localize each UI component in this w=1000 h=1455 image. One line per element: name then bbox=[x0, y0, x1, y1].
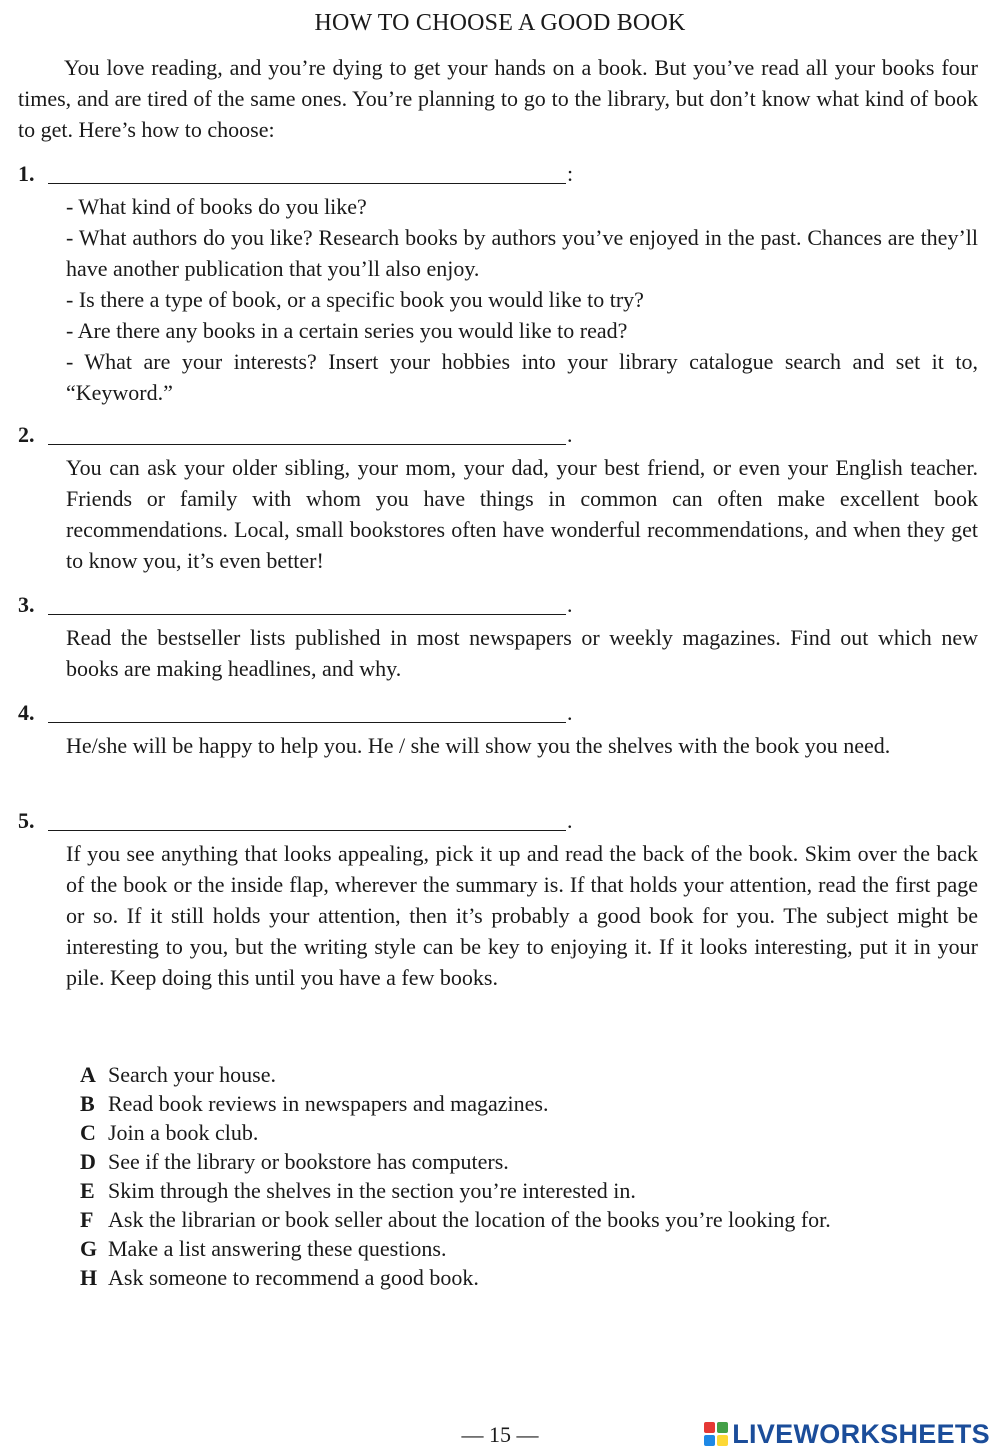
option-text: Skim through the shelves in the section you’re interested in. bbox=[108, 1178, 636, 1203]
answer-blank-1[interactable] bbox=[48, 183, 566, 184]
option-text: Make a list answering these questions. bbox=[108, 1236, 447, 1261]
logo-text: LIVEWORKSHEETS bbox=[732, 1418, 990, 1449]
option-f bbox=[80, 1205, 980, 1234]
question-number: 2. bbox=[18, 422, 35, 447]
body-line: - What authors do you like? Research books by authors you’ve enjoyed in the past. Chances are they’ll have another publication that you’ll also enjoy. bbox=[66, 225, 978, 281]
option-letter: C bbox=[80, 1120, 96, 1145]
body-line: Read the bestseller lists published in most newspapers or weekly magazines. Find out which new books are making headlines, and why. bbox=[66, 625, 978, 681]
question-body-5 bbox=[66, 838, 978, 993]
option-letter: E bbox=[80, 1178, 95, 1203]
option-text: Ask someone to recommend a good book. bbox=[108, 1265, 479, 1290]
logo-square-yellow bbox=[717, 1435, 728, 1446]
question-number: 3. bbox=[18, 592, 35, 617]
option-letter: H bbox=[80, 1265, 98, 1290]
answer-blank-3[interactable] bbox=[48, 614, 566, 615]
page-number: — 15 — bbox=[461, 1422, 539, 1447]
body-line: - Are there any books in a certain series you would like to read? bbox=[66, 318, 628, 343]
option-text: Ask the librarian or book seller about the location of the books you’re looking for. bbox=[108, 1207, 831, 1232]
question-number: 5. bbox=[18, 808, 35, 833]
option-b bbox=[80, 1089, 980, 1118]
question-body-3 bbox=[66, 622, 978, 684]
blank-punctuation: . bbox=[567, 592, 573, 617]
question-item-5 bbox=[18, 808, 978, 993]
logo-square-red bbox=[704, 1422, 715, 1433]
logo-square-green bbox=[717, 1422, 728, 1433]
option-e bbox=[80, 1176, 980, 1205]
option-text: Search your house. bbox=[108, 1062, 277, 1087]
question-item-4 bbox=[18, 700, 978, 761]
option-text: Join a book club. bbox=[108, 1120, 259, 1145]
body-line: - Is there a type of book, or a specific book you would like to try? bbox=[66, 287, 644, 312]
body-line: He/she will be happy to help you. He / she will show you the shelves with the book you need. bbox=[66, 733, 891, 758]
option-g bbox=[80, 1234, 980, 1263]
option-letter: A bbox=[80, 1062, 96, 1087]
blank-punctuation: . bbox=[567, 422, 573, 447]
question-number: 1. bbox=[18, 161, 35, 186]
question-item-3 bbox=[18, 592, 978, 684]
option-letter: B bbox=[80, 1091, 95, 1116]
option-a bbox=[80, 1060, 980, 1089]
body-line: - What kind of books do you like? bbox=[66, 194, 367, 219]
option-letter: G bbox=[80, 1236, 98, 1261]
answer-blank-4[interactable] bbox=[48, 722, 566, 723]
option-text: Read book reviews in newspapers and magazines. bbox=[108, 1091, 549, 1116]
blank-punctuation: . bbox=[567, 808, 573, 833]
question-body-2 bbox=[66, 452, 978, 576]
logo-mark-icon bbox=[704, 1422, 728, 1446]
logo-square-blue bbox=[704, 1435, 715, 1446]
answer-blank-2[interactable] bbox=[48, 444, 566, 445]
intro-paragraph: You love reading, and you’re dying to get your hands on a book. But you’ve read all your books four times, and are tired of the same ones. You’re planning to go to the library, but don’t know what kind of book to get. Here’s how to choose: bbox=[18, 55, 978, 142]
blank-punctuation: . bbox=[567, 700, 573, 725]
option-h bbox=[80, 1263, 980, 1292]
page-title: HOW TO CHOOSE A GOOD BOOK bbox=[314, 10, 686, 36]
answer-blank-5[interactable] bbox=[48, 830, 566, 831]
liveworksheets-logo[interactable] bbox=[704, 1418, 990, 1450]
question-body-4 bbox=[66, 730, 978, 761]
option-c bbox=[80, 1118, 980, 1147]
option-d bbox=[80, 1147, 980, 1176]
option-letter: D bbox=[80, 1149, 96, 1174]
option-text: See if the library or bookstore has computers. bbox=[108, 1149, 509, 1174]
body-line: You can ask your older sibling, your mom, your dad, your best friend, or even your English teacher. Friends or family with whom you have things in common can often make excellent book recommendations. Local, small bookstores often have wonderful recommendations, and when they get to know you, it’s even better! bbox=[66, 455, 978, 573]
blank-punctuation: : bbox=[567, 161, 574, 186]
question-body-1 bbox=[66, 191, 978, 408]
question-item-1 bbox=[18, 161, 978, 408]
body-line: - What are your interests? Insert your hobbies into your library catalogue search and set it to, “Keyword.” bbox=[66, 349, 978, 405]
body-line: If you see anything that looks appealing, pick it up and read the back of the book. Skim over the back of the book or the inside flap, wherever the summary is. If that holds your attention, read the first page or so. If it still holds your attention, then it’s probably a good book for you. The subject might be interesting to you, but the writing style can be key to enjoying it. If it looks interesting, put it in your pile. Keep doing this until you have a few books. bbox=[66, 841, 978, 990]
option-letter: F bbox=[80, 1207, 94, 1232]
question-item-2 bbox=[18, 422, 978, 576]
answer-options-list bbox=[80, 1060, 980, 1292]
question-number: 4. bbox=[18, 700, 35, 725]
